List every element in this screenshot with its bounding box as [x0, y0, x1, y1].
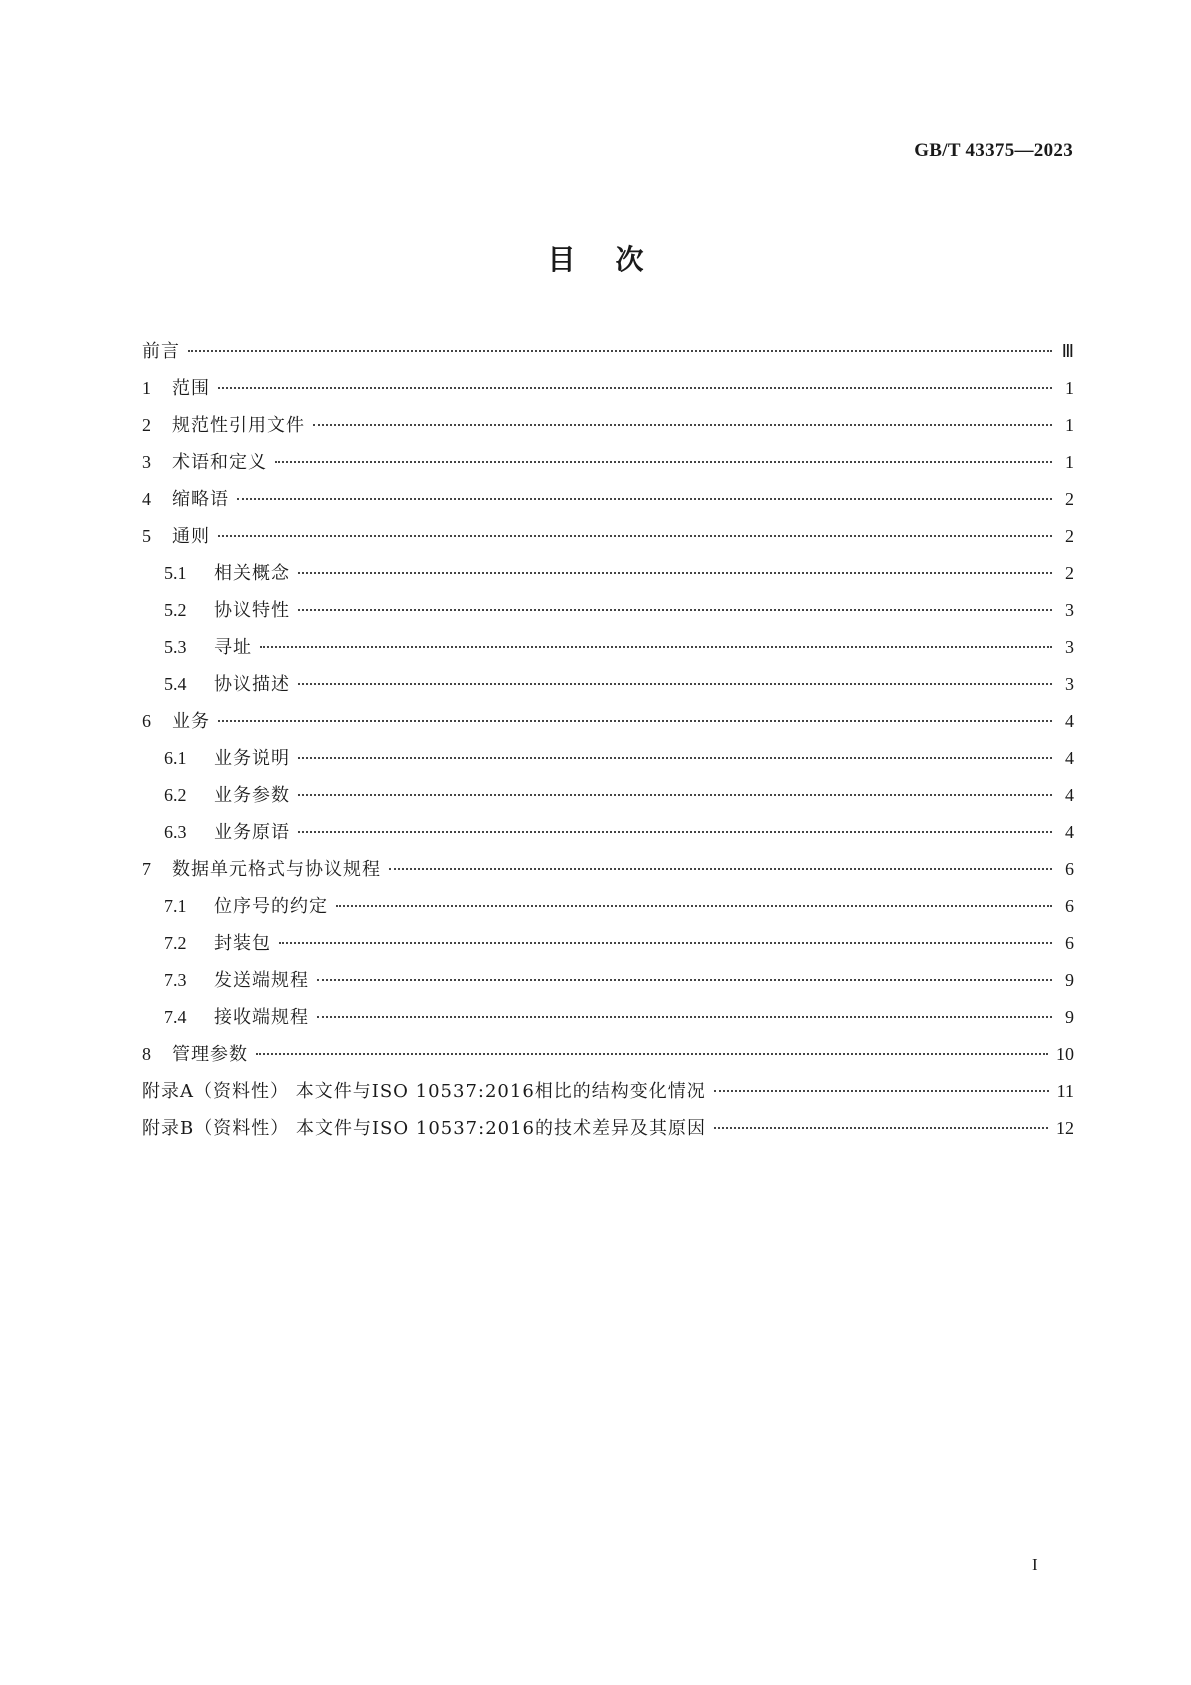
toc-leader-dots	[298, 831, 1052, 833]
standard-number: GB/T 43375—2023	[914, 140, 1073, 161]
toc-leader-dots	[260, 646, 1052, 648]
toc-entry-number: 6	[142, 711, 151, 731]
toc-entry-page: 1	[1065, 452, 1074, 472]
toc-leader-dots	[298, 794, 1052, 796]
toc-entry-label: 协议描述	[214, 674, 290, 695]
toc-entry-page: 6	[1065, 933, 1074, 953]
toc-entry-label: 范围	[172, 378, 210, 399]
toc-entry-page: 6	[1065, 859, 1074, 879]
toc-entry-page: 2	[1065, 489, 1074, 509]
toc-leader-dots	[188, 350, 1052, 352]
toc-leader-dots	[279, 942, 1052, 944]
toc-entry-page: 3	[1065, 674, 1074, 694]
page-title: 目次	[547, 243, 684, 276]
toc-leader-dots	[298, 757, 1052, 759]
toc-leader-dots	[389, 868, 1052, 870]
toc-entry-label: 管理参数	[172, 1044, 248, 1065]
toc-leader-dots	[218, 720, 1052, 722]
toc-entry-label: 业务	[172, 711, 210, 732]
page-number: I	[1032, 1555, 1038, 1574]
toc-entry-number: 6.3	[164, 822, 187, 842]
toc-entry-page: 11	[1056, 1081, 1074, 1101]
toc-entry-number: 7.2	[164, 933, 187, 953]
toc-entry-page: Ⅲ	[1061, 341, 1074, 361]
toc-entry-page: 6	[1065, 896, 1074, 916]
toc-entry-6-3[interactable]	[142, 818, 1074, 855]
toc-entry-annex-b[interactable]	[142, 1114, 1074, 1151]
toc-entry-label: 发送端规程	[214, 970, 309, 991]
toc-entry-foreword[interactable]	[142, 337, 1074, 374]
toc-leader-dots	[317, 1016, 1052, 1018]
toc-entry-number: 6.1	[164, 748, 187, 768]
toc-leader-dots	[298, 572, 1052, 574]
toc-entry-page: 9	[1065, 1007, 1074, 1027]
toc-leader-dots	[317, 979, 1052, 981]
toc-entry-annex-a[interactable]	[142, 1077, 1074, 1114]
toc-leader-dots	[275, 461, 1052, 463]
toc-entry-7-3[interactable]	[142, 966, 1074, 1003]
toc-entry-7-1[interactable]	[142, 892, 1074, 929]
toc-entry-page: 10	[1056, 1044, 1074, 1064]
toc-leader-dots	[256, 1053, 1048, 1055]
toc-leader-dots	[237, 498, 1052, 500]
toc-entry-page: 12	[1056, 1118, 1074, 1138]
toc-entry-page: 3	[1065, 600, 1074, 620]
toc-entry-label: 业务参数	[214, 785, 290, 806]
toc-leader-dots	[336, 905, 1052, 907]
toc-entry-number: 5.4	[164, 674, 187, 694]
toc-entry-number: 5.1	[164, 563, 187, 583]
toc-entry-label: 规范性引用文件	[172, 415, 305, 436]
toc-entry-5[interactable]	[142, 522, 1074, 559]
toc-entry-label: 附录A（资料性） 本文件与ISO 10537:2016相比的结构变化情况	[142, 1081, 706, 1102]
toc-entry-page: 4	[1065, 711, 1074, 731]
toc-leader-dots	[298, 683, 1052, 685]
toc-entry-label: 术语和定义	[172, 452, 267, 473]
toc-entry-number: 7	[142, 859, 151, 879]
toc-entry-number: 2	[142, 415, 151, 435]
toc-entry-number: 4	[142, 489, 151, 509]
toc-entry-7-2[interactable]	[142, 929, 1074, 966]
toc-entry-page: 4	[1065, 785, 1074, 805]
toc-entry-1[interactable]	[142, 374, 1074, 411]
toc-entry-label: 位序号的约定	[214, 896, 328, 917]
toc-entry-number: 5	[142, 526, 151, 546]
toc-leader-dots	[218, 387, 1052, 389]
toc-entry-number: 7.3	[164, 970, 187, 990]
toc-entry-page: 2	[1065, 526, 1074, 546]
toc-entry-page: 2	[1065, 563, 1074, 583]
toc-entry-label: 封装包	[214, 933, 271, 954]
toc-entry-number: 5.3	[164, 637, 187, 657]
toc-entry-number: 3	[142, 452, 151, 472]
toc-entry-label: 协议特性	[214, 600, 290, 621]
toc-entry-page: 1	[1065, 378, 1074, 398]
toc-entry-label: 相关概念	[214, 563, 290, 584]
toc-entry-7[interactable]	[142, 855, 1074, 892]
toc-entry-4[interactable]	[142, 485, 1074, 522]
toc-entry-page: 1	[1065, 415, 1074, 435]
toc-leader-dots	[714, 1090, 1049, 1092]
table-of-contents	[142, 337, 1074, 1151]
toc-entry-8[interactable]	[142, 1040, 1074, 1077]
toc-leader-dots	[218, 535, 1052, 537]
toc-entry-label: 附录B（资料性） 本文件与ISO 10537:2016的技术差异及其原因	[142, 1118, 707, 1139]
toc-entry-6-1[interactable]	[142, 744, 1074, 781]
toc-entry-label: 接收端规程	[214, 1007, 309, 1028]
toc-entry-page: 9	[1065, 970, 1074, 990]
toc-entry-label: 数据单元格式与协议规程	[172, 859, 381, 880]
toc-entry-page: 4	[1065, 822, 1074, 842]
toc-entry-5-1[interactable]	[142, 559, 1074, 596]
toc-entry-number: 1	[142, 378, 151, 398]
toc-entry-label: 业务说明	[214, 748, 290, 769]
toc-leader-dots	[313, 424, 1052, 426]
toc-leader-dots	[298, 609, 1052, 611]
toc-entry-number: 8	[142, 1044, 151, 1064]
toc-entry-7-4[interactable]	[142, 1003, 1074, 1040]
toc-entry-label: 前言	[142, 341, 180, 362]
toc-entry-6[interactable]	[142, 707, 1074, 744]
toc-entry-label: 通则	[172, 526, 210, 547]
toc-entry-2[interactable]	[142, 411, 1074, 448]
toc-entry-number: 6.2	[164, 785, 187, 805]
toc-entry-label: 缩略语	[172, 489, 229, 510]
toc-entry-6-2[interactable]	[142, 781, 1074, 818]
toc-entry-label: 寻址	[214, 637, 252, 658]
toc-entry-label: 业务原语	[214, 822, 290, 843]
toc-entry-page: 4	[1065, 748, 1074, 768]
toc-entry-number: 5.2	[164, 600, 187, 620]
toc-entry-number: 7.4	[164, 1007, 187, 1027]
toc-entry-3[interactable]	[142, 448, 1074, 485]
toc-leader-dots	[714, 1127, 1048, 1129]
toc-entry-5-2[interactable]	[142, 596, 1074, 633]
toc-entry-5-4[interactable]	[142, 670, 1074, 707]
toc-entry-page: 3	[1065, 637, 1074, 657]
toc-entry-number: 7.1	[164, 896, 187, 916]
toc-entry-5-3[interactable]	[142, 633, 1074, 670]
